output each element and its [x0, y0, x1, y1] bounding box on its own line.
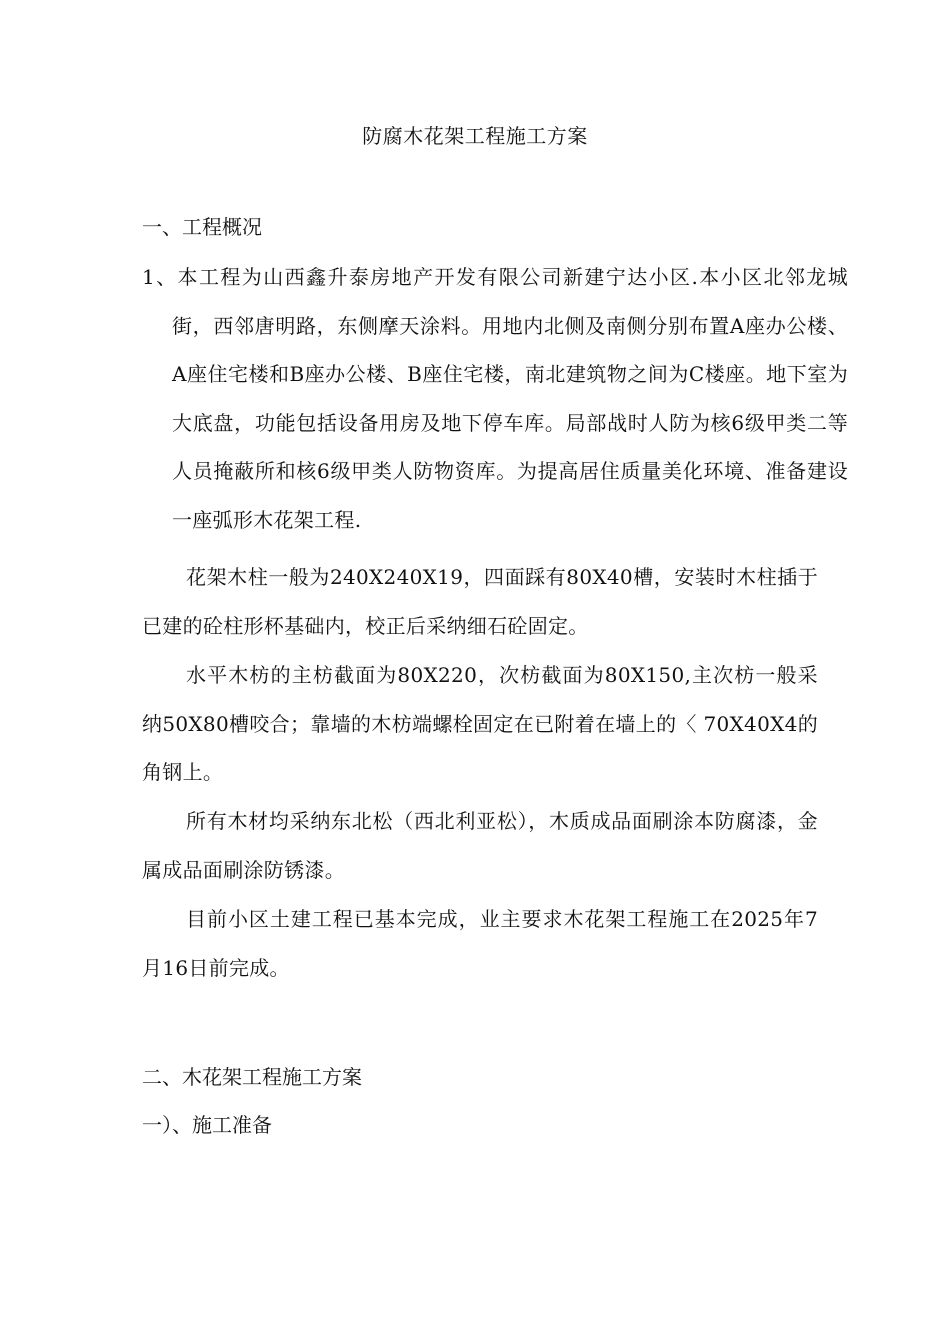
paragraph-horizontal-beams: 水平木枋的主枋截面为80X220，次枋截面为80X150,主次枋一般采纳50X80槽咬合；靠墙的木枋端螺栓固定在已附着在墙上的〈 70X40X4的角钢上。: [142, 663, 818, 784]
section-heading-construction-plan: 二、木花架工程施工方案: [142, 1065, 362, 1089]
paragraph-project-overview: 1、本工程为山西鑫升泰房地产开发有限公司新建宁达小区.本小区北邻龙城街，西邻唐明路，东侧摩天涂料。用地内北侧及南侧分别布置A座办公楼、A座住宅楼和B座办公楼、B座住宅楼，南北建筑物之间为C楼座。地下室为大底盘，功能包括设备用房及地下停车库。局部战时人防为核6级甲类二等人员掩蔽所和核6级甲类人防物资库。为提高居住质量美化环境、准备建设一座弧形木花架工程.: [142, 265, 848, 532]
document-title: 防腐木花架工程施工方案: [362, 124, 588, 148]
section-heading-overview: 一、工程概况: [142, 215, 262, 239]
subheading-construction-preparation: 一）、施工准备: [142, 1113, 272, 1137]
paragraph-materials: 所有木材均采纳东北松（西北利亚松），木质成品面刷涂本防腐漆，金属成品面刷涂防锈漆。: [142, 809, 818, 882]
paragraph-wood-columns: 花架木柱一般为240X240X19，四面踩有80X40槽，安装时木柱插于已建的砼柱形杯基础内，校正后采纳细石砼固定。: [142, 565, 818, 638]
paragraph-schedule: 目前小区土建工程已基本完成，业主要求木花架工程施工在2025年7月16日前完成。: [142, 907, 818, 980]
